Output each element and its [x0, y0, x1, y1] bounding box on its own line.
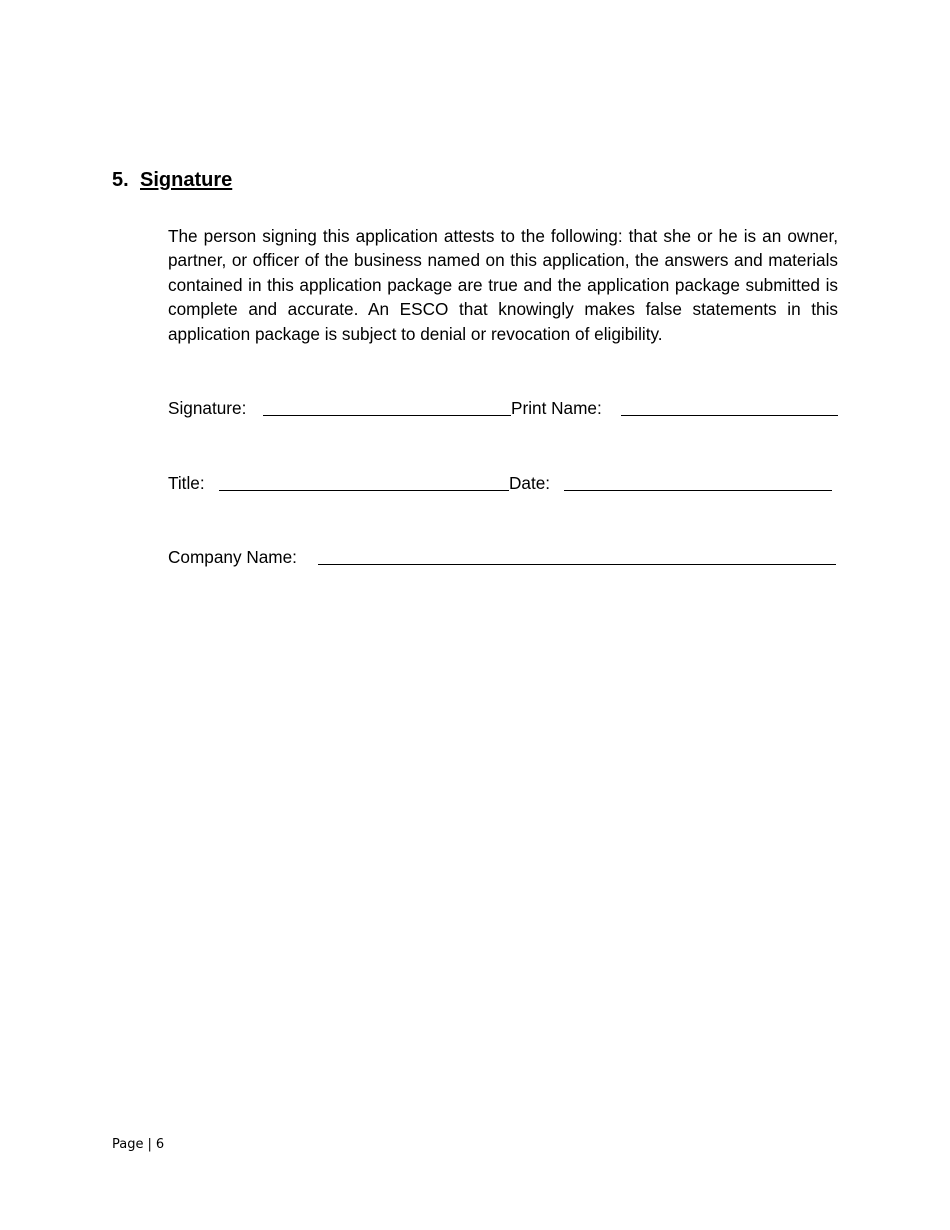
attestation-paragraph: The person signing this application attests to the following: that she or he is an owner, partner, or officer of the business named on this application, the answers and materials contained in this application package are true and the application package submitted is complete and accurate. An ESCO that knowingly makes false statements in this application package is subject to denial or revocation of eligibility.: [168, 226, 838, 344]
date-field[interactable]: [564, 490, 832, 491]
company-name-row: [168, 545, 840, 569]
signature-label: Signature:: [168, 398, 247, 418]
company-name-label: Company Name:: [168, 547, 297, 567]
title-field[interactable]: [219, 490, 509, 491]
section-number: 5.: [112, 169, 129, 191]
company-name-field[interactable]: [318, 564, 836, 565]
footer-page-number: 6: [155, 1137, 165, 1152]
print-name-label: Print Name:: [511, 398, 602, 418]
footer-page-label: Page: [112, 1137, 144, 1152]
section-heading: [112, 167, 232, 193]
title-label: Title:: [168, 473, 205, 493]
title-date-row: [168, 471, 840, 495]
page-footer: [112, 1136, 164, 1154]
footer-separator: |: [147, 1137, 152, 1152]
section-title: Signature: [140, 169, 233, 191]
date-label: Date:: [509, 473, 551, 493]
signature-field[interactable]: [263, 415, 511, 416]
signature-row: [168, 396, 840, 420]
print-name-field[interactable]: [621, 415, 838, 416]
